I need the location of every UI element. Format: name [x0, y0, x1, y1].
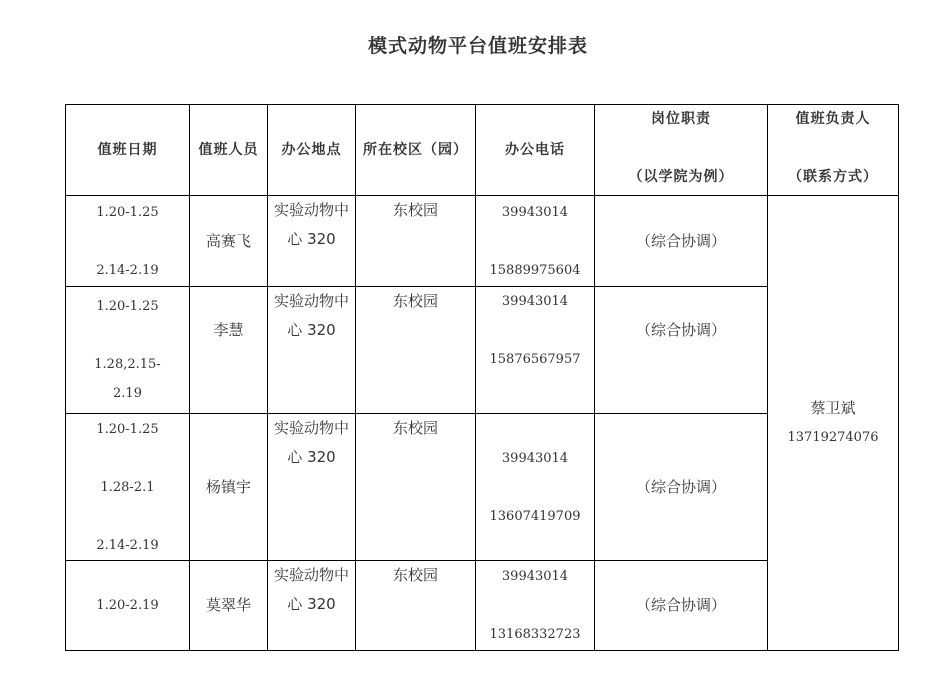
campus-cell: 东校园 [356, 561, 476, 651]
staff-cell: 李慧 [190, 287, 268, 414]
campus-cell: 东校园 [356, 414, 476, 561]
date-cell: 1.20-2.19 [66, 561, 190, 651]
office-cell: 实验动物中 心 320 [268, 196, 356, 287]
staff-cell: 莫翠华 [190, 561, 268, 651]
header-campus: 所在校区（园） [356, 105, 476, 196]
header-row [66, 105, 899, 196]
lead-name: 蔡卫斌 [810, 399, 856, 417]
duty-cell: （综合协调） [595, 287, 768, 414]
campus-cell: 东校园 [356, 196, 476, 287]
header-date: 值班日期 [66, 105, 190, 196]
page-title: 模式动物平台值班安排表 [367, 35, 588, 57]
table-row [66, 196, 899, 287]
duty-cell: （综合协调） [595, 561, 768, 651]
header-phone: 办公电话 [476, 105, 595, 196]
date-cell: 1.20-1.25 2.14-2.19 [66, 196, 190, 287]
header-staff: 值班人员 [190, 105, 268, 196]
phone-cell: 39943014 13607419709 [476, 414, 595, 561]
date-cell: 1.20-1.25 1.28,2.15- 2.19 [66, 287, 190, 414]
header-duty [595, 105, 768, 196]
office-cell: 实验动物中 心 320 [268, 287, 356, 414]
header-lead-line2: （联系方式） [788, 169, 878, 185]
lead-phone: 13719274076 [787, 430, 879, 445]
duty-schedule-table [65, 104, 899, 651]
phone-cell: 39943014 13168332723 [476, 561, 595, 651]
header-lead [768, 105, 899, 196]
phone-cell: 39943014 15889975604 [476, 196, 595, 287]
lead-cell [768, 196, 899, 651]
header-office: 办公地点 [268, 105, 356, 196]
date-cell: 1.20-1.25 1.28-2.1 2.14-2.19 [66, 414, 190, 561]
header-duty-line2: （以学院为例） [628, 169, 734, 185]
duty-cell: （综合协调） [595, 414, 768, 561]
header-lead-line1: 值班负责人 [795, 111, 871, 127]
staff-cell: 杨镇宇 [190, 414, 268, 561]
duty-cell: （综合协调） [595, 196, 768, 287]
header-duty-line1: 岗位职责 [651, 111, 711, 127]
phone-cell: 39943014 15876567957 [476, 287, 595, 414]
office-cell: 实验动物中 心 320 [268, 414, 356, 561]
campus-cell: 东校园 [356, 287, 476, 414]
staff-cell: 高赛飞 [190, 196, 268, 287]
office-cell: 实验动物中 心 320 [268, 561, 356, 651]
